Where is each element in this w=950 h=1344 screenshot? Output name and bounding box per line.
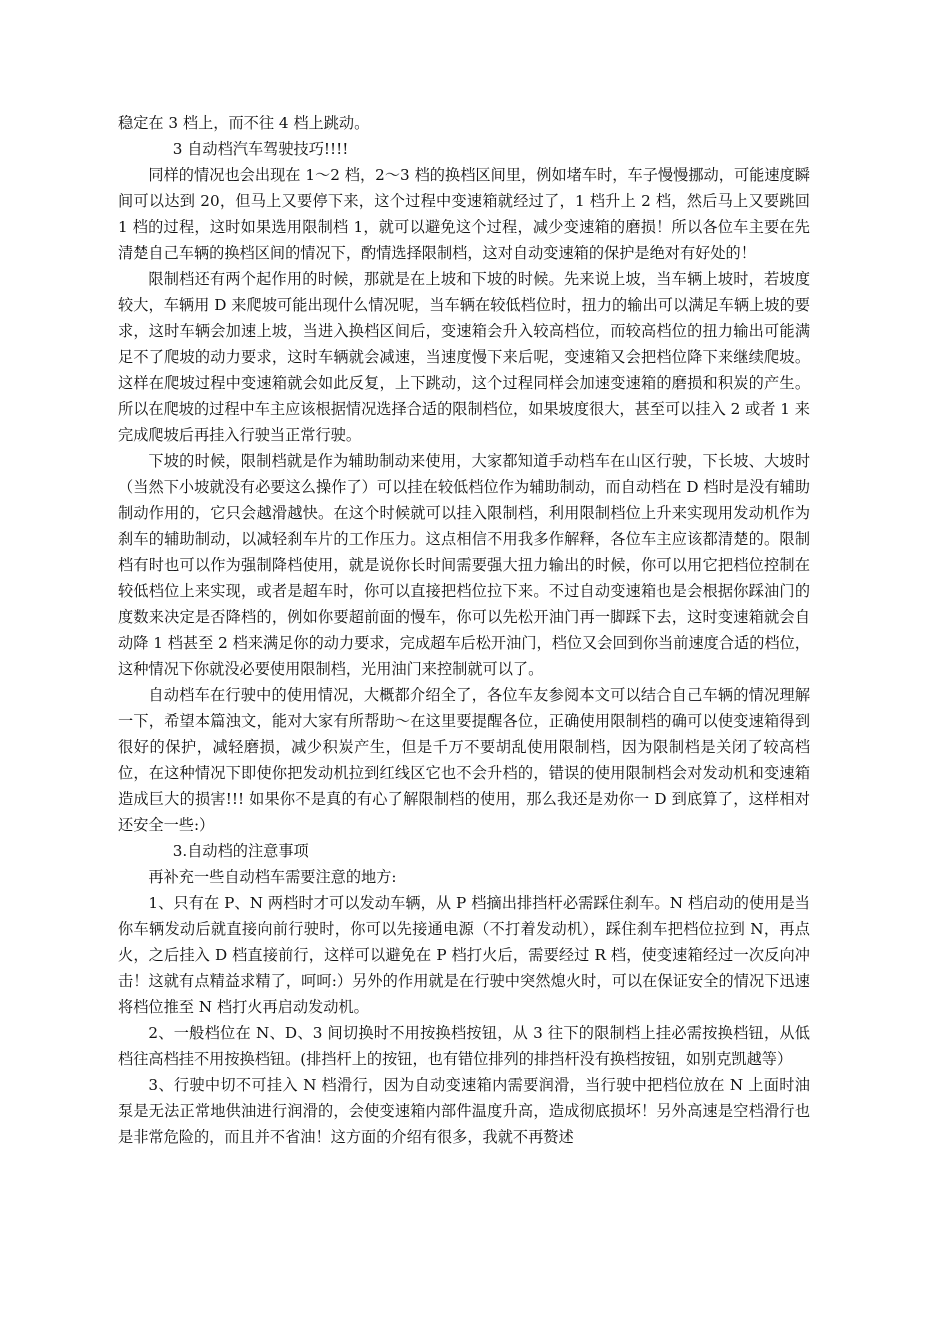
section-heading-driving-tips: 3 自动档汽车驾驶技巧!!!! xyxy=(172,140,349,158)
paragraph-downhill: 下坡的时候，限制档就是作为辅助制动来使用，大家都知道手动档车在山区行驶，下长坡、大坡时（当然下小坡就没有必要这么操作了）可以挂在较低档位作为辅助制动，而自动档在 D 档时是没有辅助制动作用的，它只会越滑越快。在这个时候就可以挂入限制档，利用限制档位上升来实现用发动机作为刹车的辅助制动，以减轻刹车片的工作压力。这点相信不用我多作解释，各位车主应该都清楚的。限制档有时也可以作为强制降档使用，就是说你长时间需要强大扭力输出的时候，你可以用它把档位控制在较低档位上来实现，或者是超车时，你可以直接把档位拉下来。不过自动变速箱也是会根据你踩油门的度数来决定是否降档的，例如你要超前面的慢车，你可以先松开油门再一脚踩下去，这时变速箱就会自动降 1 档甚至 2 档来满足你的动力要求，完成超车后松开油门，档位又会回到你当前速度合适的档位，这种情况下你就没必要使用限制档，光用油门来控制就可以了。 xyxy=(118,452,810,678)
paragraph-point-2: 2、一般档位在 N、D、3 间切换时不用按换档按钮，从 3 往下的限制档上挂必需按换档钮，从低档往高档挂不用按换档钮。(排挡杆上的按钮，也有错位排列的排挡杆没有换档按钮，如别克凯越等） xyxy=(118,1024,810,1068)
paragraph-1: 稳定在 3 档上，而不往 4 档上跳动。 xyxy=(118,114,370,132)
document-page xyxy=(118,110,810,1150)
paragraph-gear-range: 同样的情况也会出现在 1～2 档，2～3 档的换档区间里，例如堵车时，车子慢慢挪动，可能速度瞬间可以达到 20，但马上又要停下来，这个过程中变速箱就经过了，1 档升上 2 档，然后马上又要跳回 1 档的过程，这时如果选用限制档 1，就可以避免这个过程，减少变速箱的磨损！所以各位车主要在先清楚自己车辆的换档区间的情况下，酌情选择限制档，这对自动变速箱的保护是绝对有好处的！ xyxy=(118,166,810,262)
section-heading-precautions: 3.自动档的注意事项 xyxy=(172,842,309,860)
paragraph-point-1: 1、只有在 P、N 两档时才可以发动车辆，从 P 档摘出排挡杆必需踩住刹车。N 档启动的使用是当你车辆发动后就直接向前行驶时，你可以先接通电源（不打着发动机），踩住刹车把档位拉到 N，再点火，之后挂入 D 档直接前行，这样可以避免在 P 档打火后，需要经过 R 档，使变速箱经过一次反向冲击！这就有点精益求精了，呵呵:）另外的作用就是在行驶中突然熄火时，可以在保证安全的情况下迅速将档位推至 N 档打火再启动发动机。 xyxy=(118,894,810,1016)
paragraph-point-3: 3、行驶中切不可挂入 N 档滑行，因为自动变速箱内需要润滑，当行驶中把档位放在 N 上面时油泵是无法正常地供油进行润滑的，会使变速箱内部件温度升高，造成彻底损坏！另外高速是空档滑行也是非常危险的，而且并不省油！这方面的介绍有很多，我就不再赘述 xyxy=(118,1076,810,1146)
paragraph-uphill: 限制档还有两个起作用的时候，那就是在上坡和下坡的时候。先来说上坡，当车辆上坡时，若坡度较大，车辆用 D 来爬坡可能出现什么情况呢，当车辆在较低档位时，扭力的输出可以满足车辆上坡的要求，这时车辆会加速上坡，当进入换档区间后，变速箱会升入较高档位，而较高档位的扭力输出可能满足不了爬坡的动力要求，这时车辆就会减速，当速度慢下来后呢，变速箱又会把档位降下来继续爬坡。这样在爬坡过程中变速箱就会如此反复，上下跳动，这个过程同样会加速变速箱的磨损和积炭的产生。所以在爬坡的过程中车主应该根据情况选择合适的限制档位，如果坡度很大，甚至可以挂入 2 或者 1 来完成爬坡后再挂入行驶当正常行驶。 xyxy=(118,270,810,444)
paragraph-summary: 自动档车在行驶中的使用情况，大概都介绍全了，各位车友参阅本文可以结合自己车辆的情况理解一下，希望本篇浊文，能对大家有所帮助～在这里要提醒各位，正确使用限制档的确可以使变速箱得到很好的保护，减轻磨损，减少积炭产生，但是千万不要胡乱使用限制档，因为限制档是关闭了较高档位，在这种情况下即使你把发动机拉到红线区它也不会升档的，错误的使用限制档会对发动机和变速箱造成巨大的损害!!! 如果你不是真的有心了解限制档的使用，那么我还是劝你一 D 到底算了，这样相对还安全一些:） xyxy=(118,686,810,834)
paragraph-supplement-intro: 再补充一些自动档车需要注意的地方: xyxy=(148,868,397,886)
